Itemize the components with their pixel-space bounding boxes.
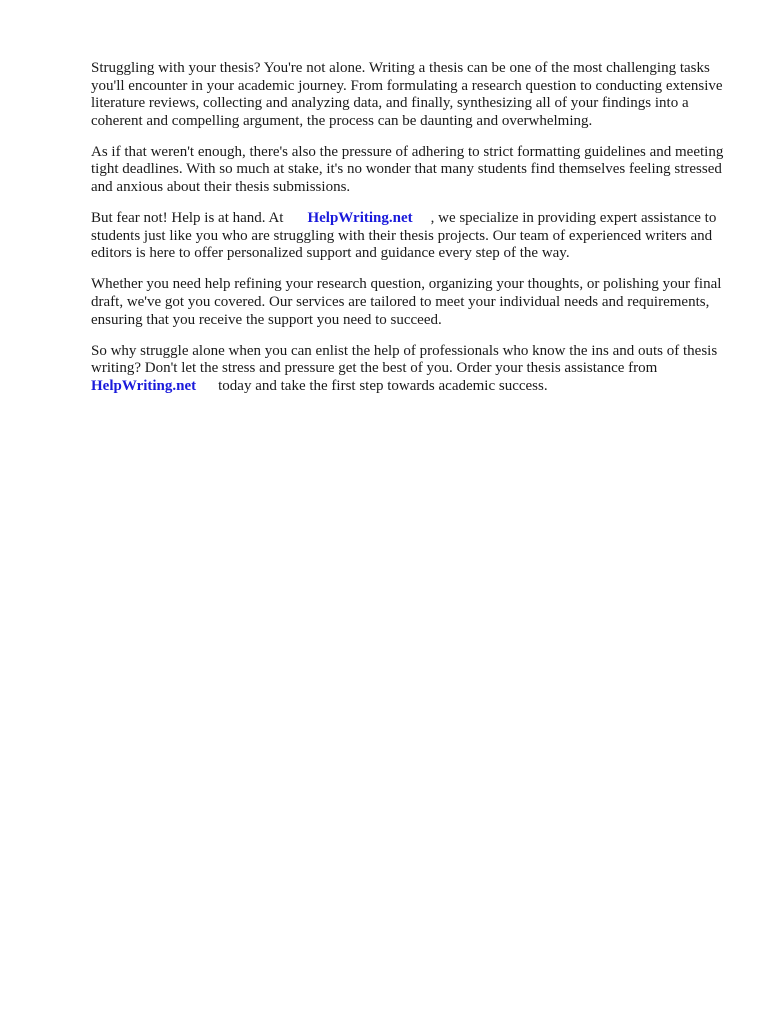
paragraph-pressure	[91, 144, 731, 197]
paragraph-intro	[91, 60, 731, 130]
paragraph-help-text-after: , we specialize in providing expert assistance to students just like you who are struggling with their thesis projects. Our team of experienced writers and editors is here to offer personalized support and guidance every step of the way.	[91, 210, 717, 262]
helpwriting-link-closing[interactable]: HelpWriting.net	[91, 377, 197, 394]
paragraph-closing-text-before: So why struggle alone when you can enlist the help of professionals who know the ins and outs of thesis writing? Don't let the stress and pressure get the best of you. Order your thesis assistance from	[91, 342, 718, 377]
paragraph-services-text: Whether you need help refining your research question, organizing your thoughts, or polishing your final draft, we've got you covered. Our services are tailored to meet your individual needs and requirements, ensuring that you receive the support you need to succeed.	[91, 276, 722, 328]
paragraph-intro-text: Struggling with your thesis? You're not alone. Writing a thesis can be one of the most challenging tasks you'll encounter in your academic journey. From formulating a research question to conducting extensive literature reviews, collecting and analyzing data, and finally, synthesizing all of your findings into a coherent and compelling argument, the process can be daunting and overwhelming.	[91, 60, 723, 129]
paragraph-services	[91, 276, 731, 329]
helpwriting-link[interactable]: HelpWriting.net	[307, 210, 413, 227]
paragraph-help	[91, 210, 731, 263]
document-body	[91, 60, 731, 409]
paragraph-closing	[91, 343, 731, 396]
paragraph-help-text-before: But fear not! Help is at hand. At	[91, 210, 284, 227]
paragraph-pressure-text: As if that weren't enough, there's also the pressure of adhering to strict formatting guidelines and meeting tight deadlines. With so much at stake, it's no wonder that many students find themselves feeling stressed and anxious about their thesis submissions.	[91, 143, 724, 196]
paragraph-closing-text-after: today and take the first step towards academic success.	[218, 377, 548, 394]
